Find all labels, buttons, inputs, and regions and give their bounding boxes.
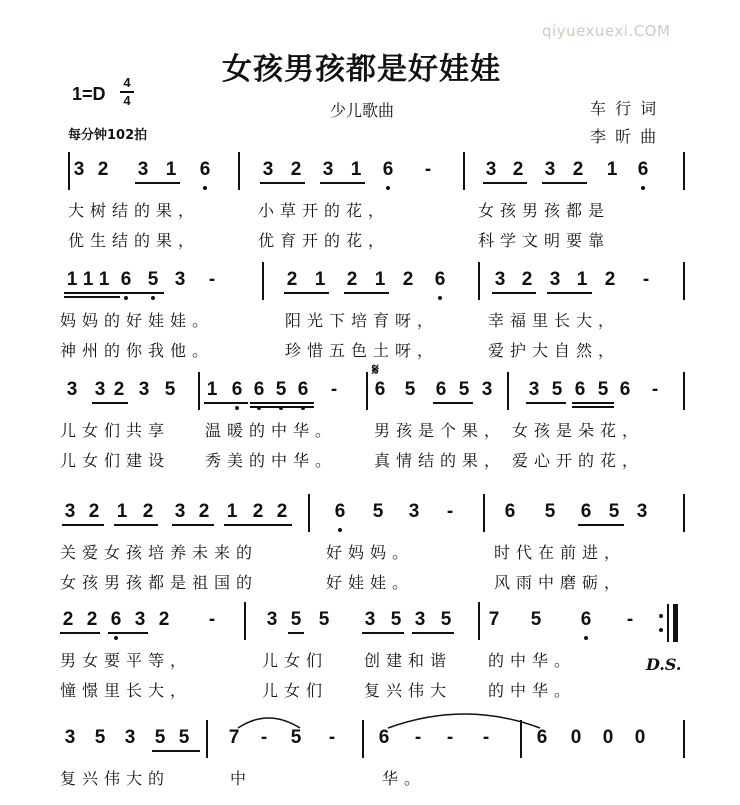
underline-beam	[114, 524, 158, 526]
jianpu-note: 2	[346, 269, 358, 290]
jianpu-note: 3	[64, 727, 76, 748]
underline-beam	[284, 292, 329, 294]
jianpu-note: 2	[113, 379, 125, 400]
jianpu-note: 5	[275, 379, 287, 400]
jianpu-note: 3	[322, 159, 334, 180]
low-octave-dot	[235, 406, 239, 410]
jianpu-note: 1	[66, 269, 78, 290]
jianpu-note: -	[328, 727, 336, 748]
lyric-verse-2: 真情结的果，	[374, 451, 507, 470]
underline-beam	[572, 406, 614, 408]
lyric-verse-1: 温暖的中华。	[205, 421, 338, 440]
jianpu-note: -	[651, 379, 659, 400]
underline-beam	[572, 402, 614, 404]
jianpu-note: 2	[198, 501, 210, 522]
lyric-verse-1: 好妈妈。	[326, 543, 415, 562]
underline-beam	[64, 292, 120, 294]
jianpu-note: 0	[570, 727, 582, 748]
barline	[238, 152, 240, 190]
jianpu-note: 5	[147, 269, 159, 290]
composer: 李 昕 曲	[590, 127, 659, 146]
lyric-verse-1: 时代在前进，	[494, 543, 627, 562]
lyric-verse-1: 妈妈的好娃娃。	[60, 311, 215, 330]
underline-beam	[288, 632, 304, 634]
jianpu-note: 2	[521, 269, 533, 290]
lyric-verse-1: 幸福里长大，	[488, 311, 621, 330]
lyric-verse-2: 好娃娃。	[326, 573, 415, 592]
jianpu-note: 6	[374, 379, 386, 400]
jianpu-note: 5	[318, 609, 330, 630]
jianpu-note: 6	[334, 501, 346, 522]
jianpu-note: 5	[544, 501, 556, 522]
low-octave-dot	[386, 186, 390, 190]
underline-beam	[492, 292, 536, 294]
jianpu-note: 6	[297, 379, 309, 400]
jianpu-note: -	[208, 609, 216, 630]
jianpu-note: 3	[174, 269, 186, 290]
underline-beam	[60, 632, 100, 634]
barline	[244, 602, 246, 640]
song-title: 女孩男孩都是好娃娃	[222, 52, 501, 87]
low-octave-dot	[114, 636, 118, 640]
jianpu-note: 0	[602, 727, 614, 748]
lyric-verse-2: 爱心开的花，	[512, 451, 645, 470]
jianpu-note: 5	[164, 379, 176, 400]
underline-beam	[172, 524, 214, 526]
barline	[362, 720, 364, 758]
jianpu-note: 1	[606, 159, 618, 180]
jianpu-note: 7	[228, 727, 240, 748]
jianpu-note: -	[208, 269, 216, 290]
jianpu-note: 5	[404, 379, 416, 400]
jianpu-note: 6	[378, 727, 390, 748]
barline	[683, 372, 685, 410]
key-signature: 1=D	[72, 84, 106, 104]
barline	[366, 372, 368, 410]
tempo-marking: 每分钟102拍	[68, 128, 148, 143]
jianpu-note: 6	[110, 609, 122, 630]
jianpu-note: -	[482, 727, 490, 748]
lyric-verse-1: 小草开的花，	[258, 201, 391, 220]
jianpu-note: 1	[226, 501, 238, 522]
underline-beam	[118, 292, 164, 294]
jianpu-note: -	[330, 379, 338, 400]
underline-beam	[108, 632, 148, 634]
jianpu-note: 6	[199, 159, 211, 180]
jianpu-note: 6	[580, 609, 592, 630]
lyric-verse-1: 女孩是朵花，	[512, 421, 645, 440]
jianpu-note: 6	[580, 501, 592, 522]
lyric-verse-1: 儿女们	[262, 651, 329, 670]
jianpu-note: 1	[98, 269, 110, 290]
jianpu-note: 5	[608, 501, 620, 522]
jianpu-note: 6	[435, 379, 447, 400]
jianpu-note: -	[446, 501, 454, 522]
jianpu-note: -	[414, 727, 422, 748]
jianpu-note: 3	[137, 159, 149, 180]
barline	[683, 152, 685, 190]
jianpu-note: 1	[350, 159, 362, 180]
jianpu-note: 6	[619, 379, 631, 400]
jianpu-note: 2	[88, 501, 100, 522]
underline-beam	[542, 182, 587, 184]
jianpu-note: 2	[604, 269, 616, 290]
jianpu-note: 0	[634, 727, 646, 748]
underline-beam	[92, 402, 128, 404]
jianpu-note: 2	[276, 501, 288, 522]
jianpu-note: 2	[286, 269, 298, 290]
underline-beam	[526, 402, 566, 404]
barline	[198, 372, 200, 410]
underline-beam	[62, 524, 104, 526]
barline	[683, 262, 685, 300]
jianpu-note: 6	[536, 727, 548, 748]
da-segno-mark: D.S.	[646, 655, 682, 674]
barline	[262, 262, 264, 300]
jianpu-note: 1	[116, 501, 128, 522]
lyric-verse-2: 复兴伟大	[364, 681, 453, 700]
jianpu-note: 3	[266, 609, 278, 630]
lyric-verse-1: 大树结的果，	[68, 201, 201, 220]
lyric-verse-2: 儿女们建设	[60, 451, 171, 470]
lyric-verse-2: 的中华。	[488, 681, 577, 700]
jianpu-note: 2	[158, 609, 170, 630]
jianpu-note: 3	[364, 609, 376, 630]
jianpu-note: 3	[414, 609, 426, 630]
low-octave-dot	[338, 528, 342, 532]
lyric-verse-2: 爱护大自然，	[488, 341, 621, 360]
low-octave-dot	[124, 296, 128, 300]
jianpu-note: 2	[142, 501, 154, 522]
jianpu-note: 3	[94, 379, 106, 400]
jianpu-note: 3	[134, 609, 146, 630]
lyric-verse-2: 神州的你我他。	[60, 341, 215, 360]
jianpu-note: 3	[544, 159, 556, 180]
underline-beam	[547, 292, 592, 294]
underline-beam	[433, 402, 473, 404]
jianpu-note: 6	[253, 379, 265, 400]
lyric-verse-1: 男女要平等，	[60, 651, 193, 670]
lyric-verse-1: 复兴伟大的	[60, 769, 171, 788]
underline-beam	[250, 406, 314, 408]
barline	[683, 494, 685, 532]
lyric-verse-2: 优生结的果，	[68, 231, 201, 250]
low-octave-dot	[203, 186, 207, 190]
underline-beam	[204, 402, 248, 404]
lyric-verse-2: 珍惜五色土呀，	[285, 341, 440, 360]
jianpu-note: 1	[374, 269, 386, 290]
time-top: 4	[123, 75, 131, 90]
jianpu-note: 3	[64, 501, 76, 522]
underline-beam	[483, 182, 527, 184]
lyric-verse-2: 儿女们	[262, 681, 329, 700]
low-octave-dot	[641, 186, 645, 190]
segno-sign: 𝄋	[372, 360, 379, 379]
lyric-verse-2: 女孩男孩都是祖国的	[60, 573, 259, 592]
jianpu-note: 6	[637, 159, 649, 180]
jianpu-note: 5	[290, 727, 302, 748]
jianpu-note: 3	[138, 379, 150, 400]
jianpu-note: 6	[574, 379, 586, 400]
lyric-verse-1: 女孩男孩都是	[478, 201, 611, 220]
jianpu-note: 2	[290, 159, 302, 180]
jianpu-note: 2	[572, 159, 584, 180]
jianpu-note: 5	[390, 609, 402, 630]
jianpu-note: 3	[262, 159, 274, 180]
jianpu-note: 3	[494, 269, 506, 290]
underline-beam	[64, 296, 120, 298]
underline-beam	[260, 182, 305, 184]
jianpu-note: -	[446, 727, 454, 748]
low-octave-dot	[151, 296, 155, 300]
barline	[483, 494, 485, 532]
jianpu-note: 1	[206, 379, 218, 400]
jianpu-note: 3	[174, 501, 186, 522]
underline-beam	[320, 182, 365, 184]
jianpu-note: 3	[549, 269, 561, 290]
jianpu-note: 3	[408, 501, 420, 522]
jianpu-note: 1	[82, 269, 94, 290]
jianpu-note: 6	[504, 501, 516, 522]
barline	[683, 720, 685, 758]
jianpu-note: 5	[290, 609, 302, 630]
jianpu-note: 5	[551, 379, 563, 400]
watermark: qiyuexuexi.COM	[542, 22, 671, 40]
jianpu-note: 6	[434, 269, 446, 290]
lyric-verse-1: 阳光下培育呀，	[285, 311, 440, 330]
jianpu-note: 5	[372, 501, 384, 522]
jianpu-note: 5	[94, 727, 106, 748]
barline	[68, 152, 70, 190]
jianpu-note: 7	[488, 609, 500, 630]
underline-beam	[152, 750, 200, 752]
low-octave-dot	[584, 636, 588, 640]
lyric-verse-2: 科学文明要靠	[478, 231, 611, 250]
jianpu-note: 3	[481, 379, 493, 400]
jianpu-note: 5	[597, 379, 609, 400]
jianpu-note: 5	[530, 609, 542, 630]
lyric-verse-1: 华。	[382, 769, 427, 788]
barline	[308, 494, 310, 532]
genre: 少儿歌曲	[330, 101, 395, 120]
jianpu-note: 2	[512, 159, 524, 180]
jianpu-note: 3	[124, 727, 136, 748]
jianpu-note: 2	[62, 609, 74, 630]
jianpu-note: -	[642, 269, 650, 290]
lyric-verse-2: 憧憬里长大，	[60, 681, 193, 700]
underline-beam	[344, 292, 389, 294]
jianpu-note: 3	[66, 379, 78, 400]
jianpu-note: 6	[231, 379, 243, 400]
jianpu-note: 5	[458, 379, 470, 400]
jianpu-note: 1	[165, 159, 177, 180]
barline	[478, 262, 480, 300]
jianpu-note: 6	[120, 269, 132, 290]
lyricist: 车 行 词	[590, 99, 659, 118]
jianpu-note: 2	[97, 159, 109, 180]
barline	[463, 152, 465, 190]
jianpu-note: 3	[528, 379, 540, 400]
jianpu-note: 5	[440, 609, 452, 630]
lyric-verse-1: 创建和谐	[364, 651, 453, 670]
jianpu-note: 1	[576, 269, 588, 290]
barline	[478, 602, 480, 640]
jianpu-note: -	[626, 609, 634, 630]
jianpu-note: 3	[485, 159, 497, 180]
jianpu-note: 2	[252, 501, 264, 522]
time-bottom: 4	[123, 93, 131, 108]
lyric-verse-2: 秀美的中华。	[205, 451, 338, 470]
barline	[507, 372, 509, 410]
underline-beam	[362, 632, 404, 634]
jianpu-note: 3	[73, 159, 85, 180]
jianpu-note: 2	[86, 609, 98, 630]
lyric-verse-2: 风雨中磨砺，	[494, 573, 627, 592]
jianpu-note: 5	[178, 727, 190, 748]
underline-beam	[224, 524, 292, 526]
underline-beam	[578, 524, 624, 526]
low-octave-dot	[438, 296, 442, 300]
jianpu-note: 2	[402, 269, 414, 290]
slur-arc	[388, 714, 540, 728]
lyric-verse-1: 的中华。	[488, 651, 577, 670]
lyric-verse-1: 中	[230, 769, 253, 788]
jianpu-note: -	[260, 727, 268, 748]
underline-beam	[135, 182, 180, 184]
underline-beam	[250, 402, 314, 404]
jianpu-note: 1	[314, 269, 326, 290]
jianpu-note: 6	[382, 159, 394, 180]
jianpu-note: 3	[636, 501, 648, 522]
jianpu-note: -	[424, 159, 432, 180]
lyric-verse-1: 儿女们共享	[60, 421, 171, 440]
lyric-verse-1: 男孩是个果，	[374, 421, 507, 440]
lyric-verse-1: 关爱女孩培养未来的	[60, 543, 259, 562]
lyric-verse-2: 优育开的花，	[258, 231, 391, 250]
barline	[520, 720, 522, 758]
jianpu-note: 5	[154, 727, 166, 748]
underline-beam	[412, 632, 454, 634]
barline	[206, 720, 208, 758]
